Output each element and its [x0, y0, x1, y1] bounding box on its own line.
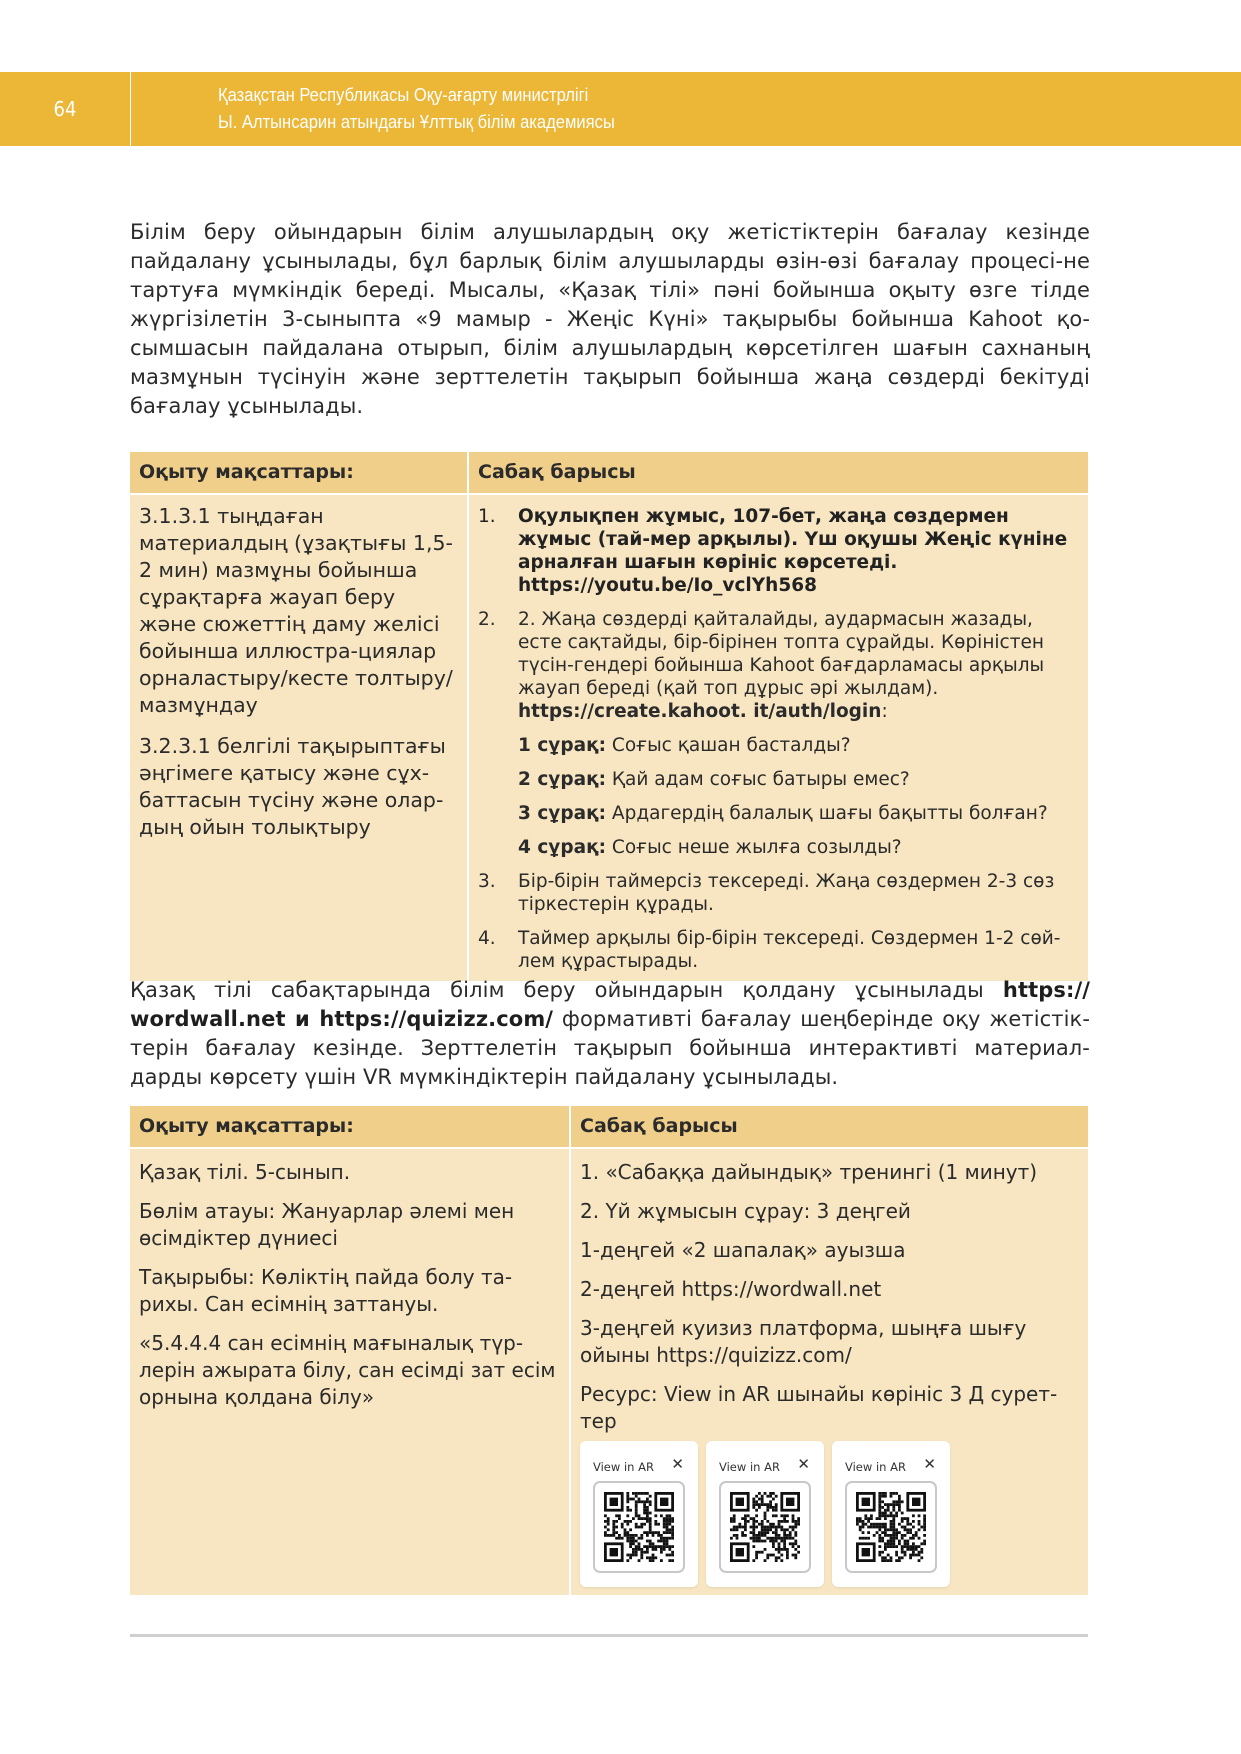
view-in-ar-card[interactable] [580, 1441, 698, 1587]
lesson-line: 1. «Сабаққа дайындық» тренингі (1 минут) [580, 1160, 1038, 1184]
qr-code-frame [845, 1481, 937, 1573]
question-label: 2 сұрақ: [518, 769, 607, 790]
close-icon[interactable]: ✕ [797, 1455, 810, 1473]
wordwall-link[interactable]: https:// wordwall.net [130, 978, 1090, 1031]
step-number: 1. [478, 506, 496, 527]
quiz-question [518, 768, 1079, 791]
lesson-line: Ресурс: View in AR шынайы көрініс 3 Д сурет-тер [580, 1382, 1058, 1433]
objective-line: Тақырыбы: Көліктің пайда болу та-рихы. Сан есімнің заттануы. [139, 1265, 513, 1316]
step-text [518, 608, 1079, 723]
view-in-ar-label: View in AR [719, 1460, 780, 1474]
table2-objectives-cell [130, 1148, 570, 1595]
lesson-table-2 [130, 1106, 1088, 1595]
step-number: 4. [478, 928, 496, 949]
objective-line: Бөлім атауы: Жануарлар әлемі мен өсімдіктер дүниесі [139, 1199, 515, 1250]
quiz-question [518, 734, 1079, 757]
header-title [218, 82, 615, 136]
header-line-ministry: Қазақстан Республикасы Оқу-ағарту министрлігі [218, 85, 589, 105]
objective-line: «5.4.4.4 сан есімнің мағыналық түр-лерін ажырата білу, сан есімді зат есім орнына қолдана білу» [139, 1331, 556, 1409]
header-band [0, 72, 1241, 146]
footer-rule [130, 1634, 1088, 1637]
objective-item: 3.1.3.1 тыңдаған материалдың (ұзақтығы 1,5-2 мин) мазмұны бойынша сұрақтарға жауап беру және сюжеттің даму желісі бойынша иллюстра-циялар орналастыру/кесте толтыру/мазмұндау [139, 504, 453, 717]
question-label: 4 сұрақ: [518, 837, 607, 858]
table1-lesson-cell [468, 494, 1088, 981]
question-text: Қай адам соғыс батыры емес? [611, 769, 910, 790]
question-text: Ардагердің балалық шағы бақытты болған? [611, 803, 1048, 824]
objective-line: Қазақ тілі. 5-сынып. [139, 1160, 351, 1184]
table2-header-objectives: Оқыту мақсаттары: [130, 1106, 570, 1148]
lesson-line: 1-деңгей «2 шапалақ» ауызша [580, 1238, 906, 1262]
lesson-step [478, 608, 1079, 723]
table1-objectives-cell [130, 494, 468, 981]
lesson-step [478, 927, 1079, 973]
step-text: Оқулықпен жұмыс, 107-бет, жаңа сөздермен жұмыс (тай-мер арқылы). Үш оқушы Жеңіс күніне арналған шағын көрініс көрсетеді. https://youtu.be/Io_vclYh568 [518, 506, 1068, 596]
table2-header-lesson: Сабақ барысы [570, 1106, 1088, 1148]
table2-lesson-cell [570, 1148, 1088, 1595]
view-in-ar-label: View in AR [845, 1460, 906, 1474]
lesson-step [478, 505, 1079, 597]
qr-code-icon [730, 1492, 800, 1562]
qr-code-icon [604, 1492, 674, 1562]
question-text: Соғыс неше жылға созылды? [611, 837, 902, 858]
view-in-ar-card[interactable] [706, 1441, 824, 1587]
objective-item: 3.2.3.1 белгілі тақырыптағы әңгімеге қатысу және сұх-баттасын түсіну және олар-дың ойын толықтыру [139, 734, 446, 839]
quiz-question [518, 836, 1079, 859]
view-in-ar-card[interactable] [832, 1441, 950, 1587]
close-icon[interactable]: ✕ [671, 1455, 684, 1473]
qr-code-icon [856, 1492, 926, 1562]
question-label: 1 сұрақ: [518, 735, 607, 756]
kahoot-link[interactable]: https://create.kahoot. it/auth/login [518, 701, 882, 722]
step-text-body: 2. Жаңа сөздерді қайталайды, аудармасын жазады, есте сақтайды, бір-бірінен топта сұрайды. Көріністен түсін-гендері бойынша Kahoot бағдарламасы арқылы жауап береді (қай топ дұрыс әрі жылдам). [518, 609, 1045, 699]
qr-code-frame [593, 1481, 685, 1573]
qr-code-frame [719, 1481, 811, 1573]
step-number: 2. [478, 609, 496, 630]
lesson-line: 3-деңгей куизиз платформа, шыңға шығу ойыны https://quizizz.com/ [580, 1316, 1027, 1367]
quizizz-link[interactable]: https://quizizz.com/ [319, 1007, 554, 1031]
lesson-table-1 [130, 452, 1088, 981]
intro-paragraph: Білім беру ойындарын білім алушылардың оқу жетістіктерін бағалау кезінде пайдалану ұсынылады, бұл барлық білім алушыларды өзін-өзі бағалау процесі-не тартуға мүмкіндік береді. Мысалы, «Қазақ тілі» пәні бойынша оқыту өзге тілде жүргізілетін 3-сыныпта «9 мамыр - Жеңіс Күні» тақырыбы бойынша Kahoot қо-сымшасын пайдалана отырып, білім алушылардың көрсетілген шағын сахнаның мазмұнын түсінуін және зерттелетін тақырып бойынша жаңа сөздерді бекітуді бағалау ұсынылады. [130, 220, 1090, 418]
lesson-line: 2-деңгей https://wordwall.net [580, 1277, 882, 1301]
paragraph-text: Қазақ тілі сабақтарында білім беру ойындарын қолдану ұсынылады [130, 978, 1003, 1002]
question-label: 3 сұрақ: [518, 803, 607, 824]
conjunction: и [285, 1007, 320, 1031]
punctuation: : [881, 701, 888, 722]
paragraph-text: формативті бағалау шеңберінде оқу жетістік-терін бағалау кезінде. Зерттелетін тақырып бойынша интерактивті материал-дарды көрсету үшін VR мүмкіндіктерін пайдалану ұсынылады. [130, 1007, 1091, 1089]
lesson-step [478, 870, 1079, 916]
close-icon[interactable]: ✕ [923, 1455, 936, 1473]
qr-card-row [580, 1441, 1079, 1587]
quiz-question [518, 802, 1079, 825]
lesson-line: 2. Үй жұмысын сұрау: 3 деңгей [580, 1199, 911, 1223]
table1-header-objectives: Оқыту мақсаттары: [130, 452, 468, 494]
view-in-ar-label: View in AR [593, 1460, 654, 1474]
page-number: 64 [0, 72, 131, 146]
header-line-academy: Ы. Алтынсарин атындағы Ұлттық білім академиясы [218, 112, 615, 132]
step-text: Таймер арқылы бір-бірін тексереді. Сөздермен 1-2 сөй-лем құрастырады. [518, 928, 1061, 972]
middle-paragraph [130, 976, 1090, 1092]
step-number: 3. [478, 871, 496, 892]
step-text: Бір-бірін таймерсіз тексереді. Жаңа сөздермен 2-3 сөз тіркестерін құрады. [518, 871, 1055, 915]
table1-header-lesson: Сабақ барысы [468, 452, 1088, 494]
question-text: Соғыс қашан басталды? [611, 735, 851, 756]
